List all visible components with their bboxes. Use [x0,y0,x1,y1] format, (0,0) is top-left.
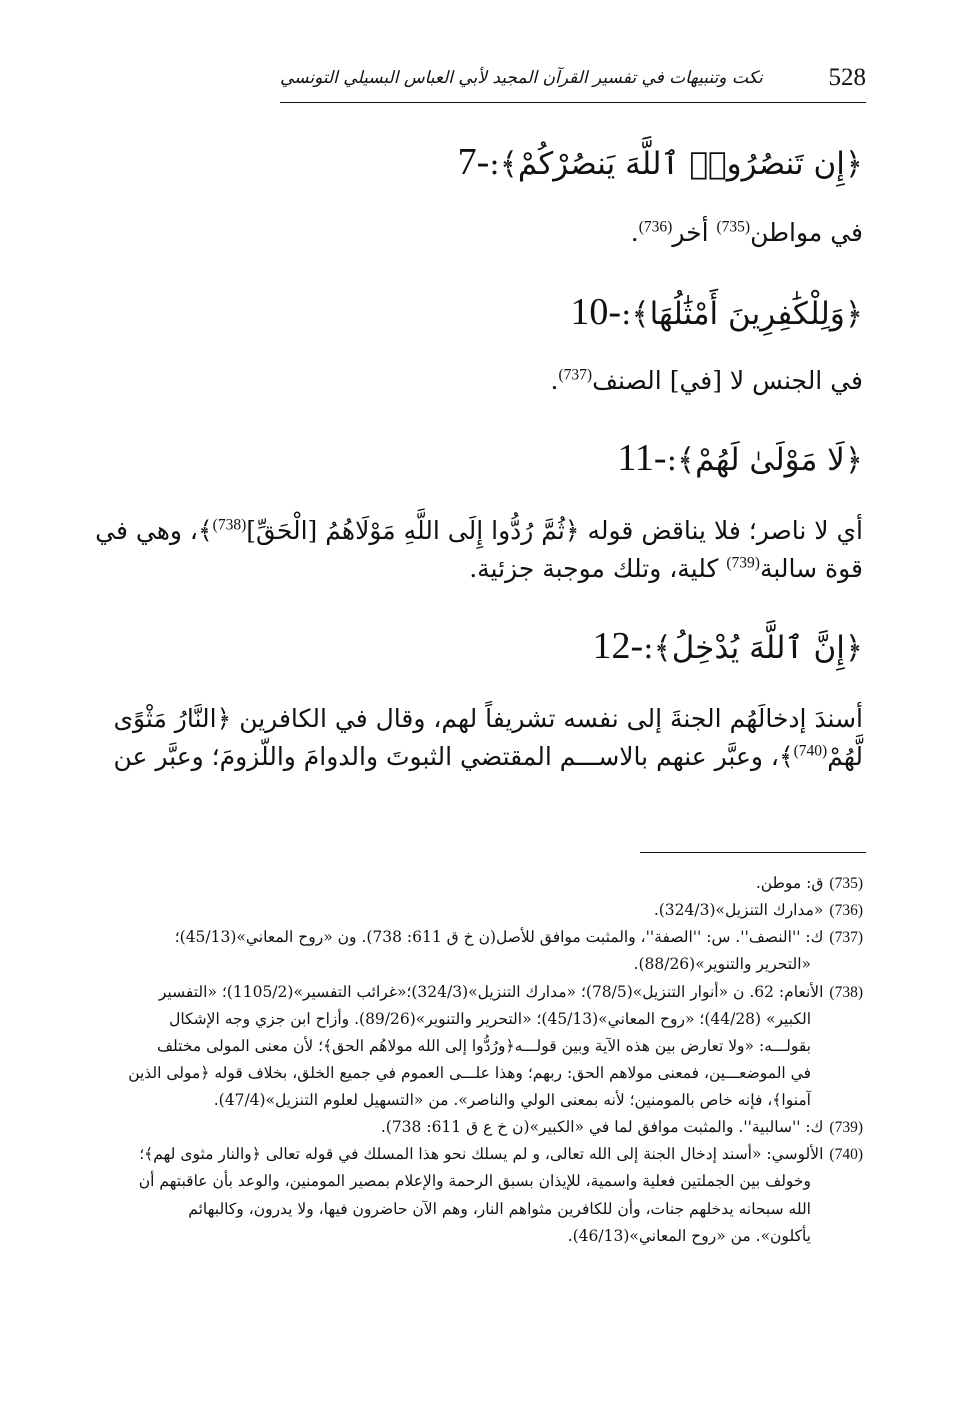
footnote [93,897,863,924]
running-title: نكت وتنبيهات في تفسير القرآن المجيد لأبي العباس البسيلي التونسي [280,68,763,88]
footnote-continuation: «التحرير والتنوير»(88/26). [633,955,811,974]
footnote-divider [640,852,866,853]
section-number: -12 [592,625,644,667]
page-number: 528 [828,64,866,91]
text-run: ﴾، وعبَّر عنهم بالاســـم المقتضي الثبوتَ والدوامَ واللّزومَ؛ وعبَّر عن [113,741,794,771]
footnote-text: الألوسي: «أسند إدخال الجنة إلى الله تعالى، و لم يسلك نحو هذا المسلك في قوله تعالى ﴿والنار مثوى لهم﴾؛ [139,1145,824,1164]
footnote [93,1114,863,1141]
verse-text: ﴿إِنَّ ٱللَّهَ يُدْخِلُ﴾: [643,630,863,666]
footnote-ref: (736) [638,218,673,236]
text-run: أخر [672,218,717,247]
section-heading-7 [458,140,863,184]
footnote-text: ك: ''النصف''. س: ''الصفة''، والمثبت موافق للأصل(ن خ ق 611: 738). ون «روح المعاني»(45/13)؛ [174,928,824,947]
text-run: كلية، وتلك موجبة جزئية. [469,553,727,583]
verse-text: ﴿إِن تَنصُرُوا۟ ٱللَّهَ يَنصُرْكُمْ﴾: [489,146,863,182]
footnote-text: ك: ''سالبية''. والمثبت موافق لما في «الكبير»(ن خ ع ق 611: 738). [380,1118,824,1137]
footnote-number: (735) [829,875,863,892]
section-number: -11 [617,437,667,479]
footnote [93,1141,863,1250]
footnote-ref: (735) [716,218,751,236]
text-run: . [630,218,639,247]
footnote-continuation: آمنوا﴾، فإنه خاص بالمومنين؛ لأنه بمعنى الولي والناصر». من «التسهيل لعلوم التنزيل»(47/4). [213,1091,811,1109]
footnote [93,979,863,1115]
page-header [280,62,866,103]
footnote-ref: (737) [558,366,593,384]
footnote-number: (737) [829,929,863,947]
text-run: أي لا ناصر؛ فلا يناقض قوله ﴿ثُمَّ رُدُّوا إِلَى اللَّهِ مَوْلَاهُمُ [الْحَقِّ] [246,516,863,545]
text-run: ﴾، وهي في قوة سالبة [95,516,863,583]
text-run: في الجنس لا [في] الصنف [592,366,863,395]
section-12-paragraph [83,700,863,775]
section-7-text [631,218,863,247]
section-number: -7 [457,141,490,183]
footnote-continuation: يأكلون». من «روح المعاني»(46/13). [567,1226,811,1245]
footnote-ref: (740) [793,742,828,760]
text-run: في مواطن [750,218,863,247]
footnote [93,870,863,897]
section-11-paragraph [83,512,863,587]
footnote-text: «مدارك التنزيل»(324/3). [653,901,824,920]
section-heading-11 [617,436,863,480]
footnote-text: ق: موطن. [755,874,824,892]
footnote-ref: (738) [212,516,247,534]
footnote [93,924,863,978]
footnote-number: (739) [829,1119,863,1137]
footnote-number: (738) [829,983,863,1001]
section-heading-10 [570,290,863,334]
verse-text: ﴿وَلِلْكَٰفِرِينَ أَمْثَٰلُهَا﴾: [620,296,863,332]
footnote-number: (736) [829,902,863,920]
footnotes [93,870,863,1250]
footnote-continuation: بقولـــه: «ولا تعارض بين هذه الآية وبين قولـــه﴿ورُدُّوا إلى الله مولاهُم الحق﴾؛ لأن معنى المولى مختلف [156,1036,811,1055]
footnote-continuation: وخولف بين الجملتين فعلية واسمية، للإيذان بسبق الرحمة والإعلام بمصير المومنين، والوعد بأن عاقبتهم أن [138,1172,811,1191]
section-heading-12 [592,624,863,668]
footnote-continuation: في الموضعـــين، فمعنى مولاهم الحق: ربهم؛ وهذا علـــى العموم في جميع الخلق، بخلاف قوله ﴿مولى الذين [128,1063,811,1082]
footnote-continuation: الكبير» (44/28)؛ «روح المعاني»(45/13)؛ «التحرير والتنوير»(89/26). وأزاح ابن جزي وجه الإشكال [169,1009,811,1028]
footnote-number: (740) [829,1146,863,1164]
section-10-text [551,366,863,395]
text-run: . [550,366,559,395]
text-run: أسندَ إدخالَهُم الجنةَ إلى نفسه تشريفاً لهم، وقال في الكافرين ﴿النَّارُ مَثْوًى لَّهُمْ [113,704,863,771]
verse-text: ﴿لَا مَوْلَىٰ لَهُمْ﴾: [666,442,863,478]
section-number: -10 [570,291,621,333]
footnote-continuation: الله سبحانه يدخلهم جنات، وأن للكافرين مثواهم النار، وهم الآن حاضرون فيها، ولا يدرون، وكالبهائم [188,1199,811,1218]
footnote-ref: (739) [726,554,760,572]
footnote-text: الأنعام: 62. ن «أنوار التنزيل»(78/5)؛ «مدارك التنزيل»(324/3)؛«غرائب التفسير»(1105/2)؛ «التفسير [158,982,824,1001]
